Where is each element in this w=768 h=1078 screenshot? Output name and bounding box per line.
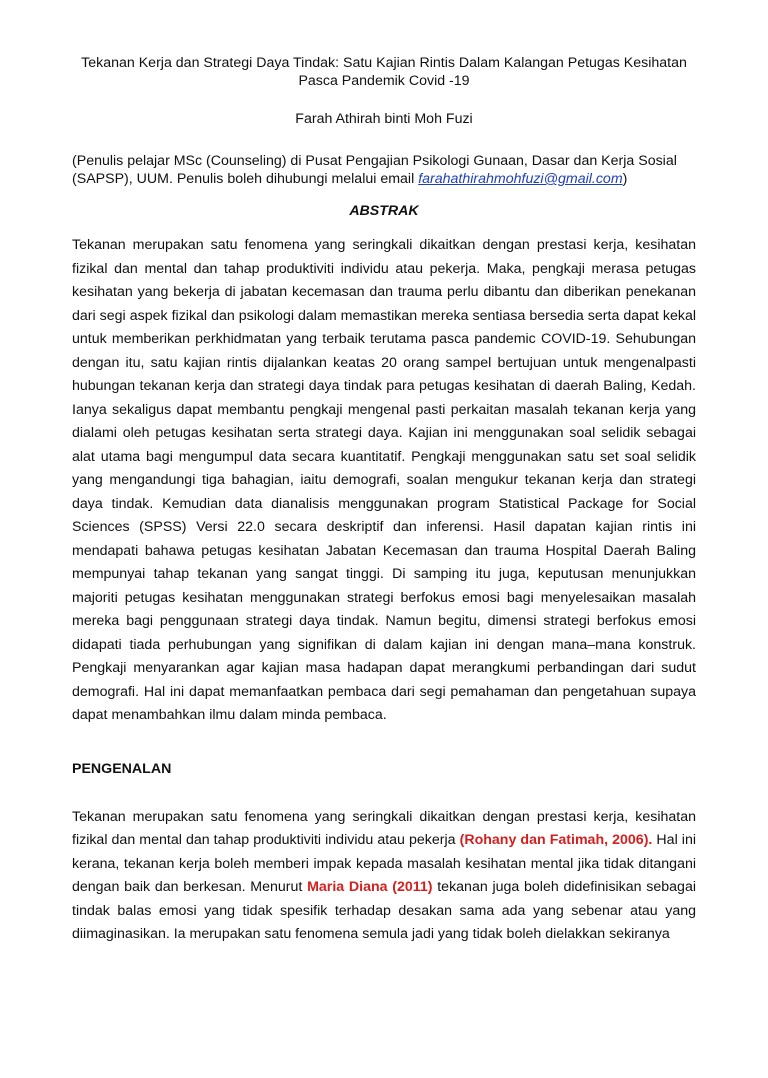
- intro-text-1: Tekanan merupakan satu fenomena yang seringkali dikaitkan dengan prestasi kerja, kesihatan fizikal dan mental dan tahap produktiviti individu atau pekerja: [72, 808, 696, 848]
- author-affiliation: [72, 152, 696, 188]
- intro-text-3: tekanan juga boleh didefinisikan sebagai tindak balas emosi yang tidak spesifik terhadap desakan sama ada yang sebenar atau yang diimaginasikan. Ia merupakan satu fenomena semula jadi yang tidak boleh dielakkan sekiranya: [72, 879, 696, 942]
- intro-heading: PENGENALAN: [72, 760, 172, 777]
- abstract-heading: ABSTRAK: [349, 203, 419, 219]
- document-page: [0, 54, 768, 1078]
- citation-rohany: (Rohany dan Fatimah, 2006).: [459, 832, 653, 848]
- author-name: Farah Athirah binti Moh Fuzi: [295, 111, 473, 127]
- citation-maria-diana: Maria Diana (2011): [307, 879, 433, 895]
- abstract-paragraph: Tekanan merupakan satu fenomena yang seringkali dikaitkan dengan prestasi kerja, kesihatan fizikal dan mental dan tahap produktiviti individu atau pekerja. Maka, pengkaji merasa petugas kesihatan yang bekerja di jabatan kecemasan dan trauma perlu dibantu dan diberikan penekanan dari segi aspek fizikal dan psikologi dalam memastikan mereka sentiasa bersedia serta dapat kekal untuk memberikan perkhidmatan yang terbaik terutama pasca pandemic COVID-19. Sehubungan dengan itu, satu kajian rintis dijalankan keatas 20 orang sampel bertujuan untuk mengenalpasti hubungan tekanan kerja dan strategi daya tindak para petugas kesihatan di daerah Baling, Kedah. Ianya sekaligus dapat membantu pengkaji mengenal pasti perkaitan masalah tekanan kerja yang dialami oleh petugas kesihatan serta strategi daya. Kajian ini menggunakan soal selidik sebagai alat utama bagi mengumpul data secara kuantitatif. Pengkaji menggunakan satu set soal selidik yang mengandungi tiga bahagian, iaitu demografi, soalan mengukur tekanan kerja dan strategi daya tindak. Kemudian data dianalisis menggunakan program Statistical Package for Social Sciences (SPSS) Versi 22.0 secara deskriptif dan inferensi. Hasil dapatan kajian rintis ini mendapati bahawa petugas kesihatan Jabatan Kecemasan dan trauma Hospital Daerah Baling mempunyai tahap tekanan yang sangat tinggi. Di samping itu juga, keputusan menunjukkan majoriti petugas kesihatan menggunakan strategi berfokus emosi bagi menyelesaikan masalah mereka bagi penggunaan strategi daya tindak. Namun begitu, dimensi strategi berfokus emosi didapati tiada perhubungan yang signifikan di dalam kajian ini dengan mana–mana konstruk. Pengkaji menyarankan agar kajian masa hadapan dapat merangkumi perbandingan dari sudut demografi. Hal ini dapat memanfaatkan pembaca dari segi pemahaman dan pengetahuan supaya dapat menambahkan ilmu dalam minda pembaca.: [72, 237, 696, 723]
- paper-title: Tekanan Kerja dan Strategi Daya Tindak: Satu Kajian Rintis Dalam Kalangan Petugas Kesihatan Pasca Pandemik Covid -19: [81, 55, 687, 89]
- intro-paragraph: [72, 806, 696, 947]
- email-link[interactable]: farahathirahmohfuzi@gmail.com: [418, 171, 623, 187]
- affiliation-text: (Penulis pelajar MSc (Counseling) di Pusat Pengajian Psikologi Gunaan, Dasar dan Kerja Sosial (SAPSP), UUM. Penulis boleh dihubungi melalui email: [72, 153, 677, 187]
- intro-text-2: Hal ini kerana, tekanan kerja boleh memberi impak kepada masalah kesihatan mental jika tidak ditangani dengan baik dan berkesan. Menurut: [72, 832, 696, 895]
- affiliation-close: ): [622, 171, 628, 187]
